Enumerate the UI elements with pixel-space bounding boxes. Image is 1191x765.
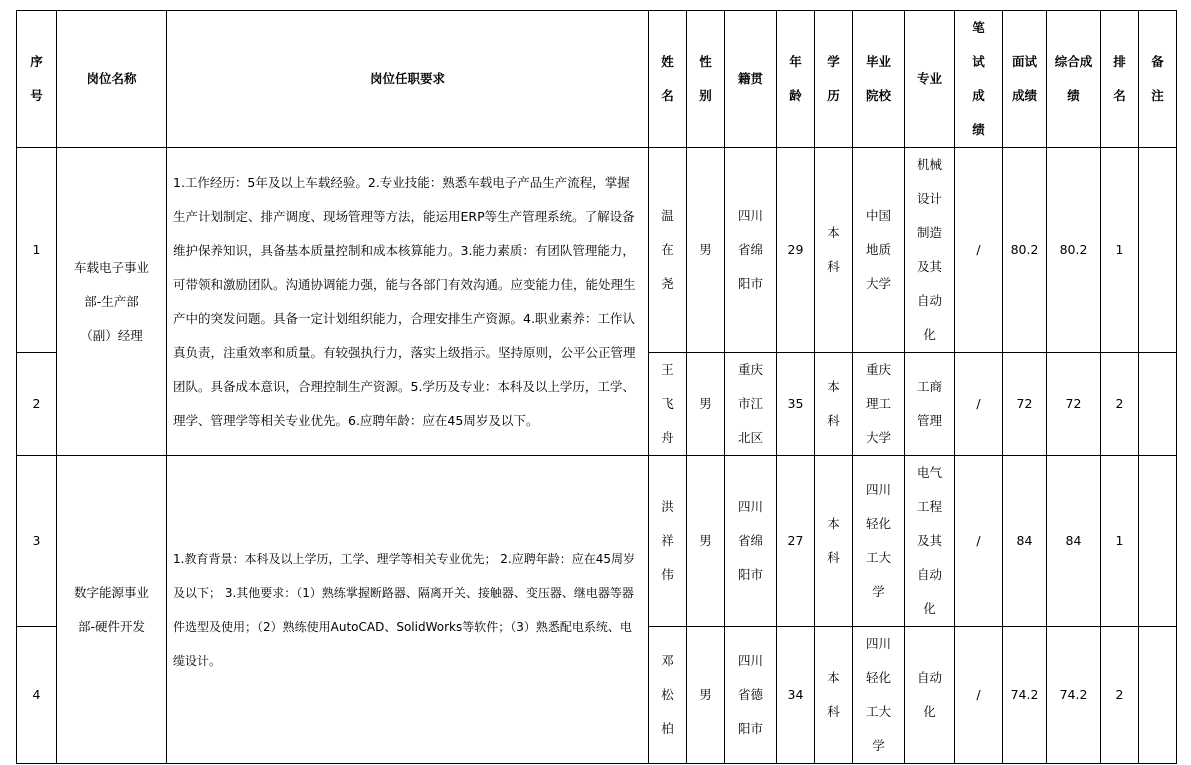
name-cell: 王飞舟 (649, 353, 687, 456)
row-number: 1 (17, 148, 57, 353)
header-cell: 备注 (1139, 11, 1177, 148)
header-cell: 籍贯 (725, 11, 777, 148)
major-cell: 工商管理 (905, 353, 955, 456)
name-cell: 温在尧 (649, 148, 687, 353)
header-cell: 笔试成绩 (955, 11, 1003, 148)
age-cell: 29 (777, 148, 815, 353)
name-cell: 邓松柏 (649, 627, 687, 764)
gender-cell: 男 (687, 148, 725, 353)
header-cell: 姓名 (649, 11, 687, 148)
header-cell: 序号 (17, 11, 57, 148)
rank-cell: 2 (1101, 353, 1139, 456)
interview-score: 74.2 (1003, 627, 1047, 764)
written-score: / (955, 627, 1003, 764)
header-cell: 排名 (1101, 11, 1139, 148)
total-score: 74.2 (1047, 627, 1101, 764)
position-requirements: 1.教育背景：本科及以上学历，工学、理学等相关专业优先； 2.应聘年龄：应在45周岁及以下； 3.其他要求：（1）熟练掌握断路器、隔离开关、接触器、变压器、继电器等器件选型及使用；（2）熟练使用AutoCAD、SolidWorks等软件；（3）熟悉配电系统、电缆设计。 (167, 456, 649, 764)
interview-score: 72 (1003, 353, 1047, 456)
note-cell (1139, 627, 1177, 764)
age-cell: 34 (777, 627, 815, 764)
header-cell: 岗位名称 (57, 11, 167, 148)
interview-score: 84 (1003, 456, 1047, 627)
age-cell: 27 (777, 456, 815, 627)
position-name: 数字能源事业部-硬件开发 (57, 456, 167, 764)
major-cell: 电气工程及其自动化 (905, 456, 955, 627)
school-cell: 四川轻化工大学 (853, 627, 905, 764)
origin-cell: 四川省绵阳市 (725, 148, 777, 353)
age-cell: 35 (777, 353, 815, 456)
major-cell: 机械设计制造及其自动化 (905, 148, 955, 353)
total-score: 84 (1047, 456, 1101, 627)
gender-cell: 男 (687, 456, 725, 627)
note-cell (1139, 456, 1177, 627)
note-cell (1139, 148, 1177, 353)
education-cell: 本科 (815, 148, 853, 353)
name-cell: 洪祥伟 (649, 456, 687, 627)
major-cell: 自动化 (905, 627, 955, 764)
education-cell: 本科 (815, 456, 853, 627)
row-number: 2 (17, 353, 57, 456)
gender-cell: 男 (687, 353, 725, 456)
candidate-table (16, 10, 1177, 764)
header-cell: 综合成绩 (1047, 11, 1101, 148)
written-score: / (955, 456, 1003, 627)
origin-cell: 重庆市江北区 (725, 353, 777, 456)
total-score: 72 (1047, 353, 1101, 456)
school-cell: 四川轻化工大学 (853, 456, 905, 627)
written-score: / (955, 353, 1003, 456)
header-cell: 面试成绩 (1003, 11, 1047, 148)
position-name: 车载电子事业部-生产部（副）经理 (57, 148, 167, 456)
table-row (17, 456, 1177, 627)
rank-cell: 2 (1101, 627, 1139, 764)
note-cell (1139, 353, 1177, 456)
gender-cell: 男 (687, 627, 725, 764)
interview-score: 80.2 (1003, 148, 1047, 353)
header-cell: 学历 (815, 11, 853, 148)
row-number: 3 (17, 456, 57, 627)
origin-cell: 四川省绵阳市 (725, 456, 777, 627)
school-cell: 中国地质大学 (853, 148, 905, 353)
header-cell: 年龄 (777, 11, 815, 148)
origin-cell: 四川省德阳市 (725, 627, 777, 764)
rank-cell: 1 (1101, 456, 1139, 627)
rank-cell: 1 (1101, 148, 1139, 353)
position-requirements: 1.工作经历：5年及以上车载经验。2.专业技能：熟悉车载电子产品生产流程，掌握生产计划制定、排产调度、现场管理等方法，能运用ERP等生产管理系统。了解设备维护保养知识，具备基本质量控制和成本核算能力。3.能力素质：有团队管理能力，可带领和激励团队。沟通协调能力强，能与各部门有效沟通。应变能力佳，能处理生产中的突发问题。具备一定计划组织能力，合理安排生产资源。4.职业素养：工作认真负责，注重效率和质量。有较强执行力，落实上级指示。坚持原则，公平公正管理团队。具备成本意识，合理控制生产资源。5.学历及专业：本科及以上学历，工学、理学、管理学等相关专业优先。6.应聘年龄：应在45周岁及以下。 (167, 148, 649, 456)
table-row (17, 148, 1177, 353)
header-cell: 专业 (905, 11, 955, 148)
written-score: / (955, 148, 1003, 353)
school-cell: 重庆理工大学 (853, 353, 905, 456)
header-cell: 毕业院校 (853, 11, 905, 148)
header-cell: 岗位任职要求 (167, 11, 649, 148)
header-row (17, 11, 1177, 148)
education-cell: 本科 (815, 353, 853, 456)
row-number: 4 (17, 627, 57, 764)
total-score: 80.2 (1047, 148, 1101, 353)
header-cell: 性别 (687, 11, 725, 148)
education-cell: 本科 (815, 627, 853, 764)
